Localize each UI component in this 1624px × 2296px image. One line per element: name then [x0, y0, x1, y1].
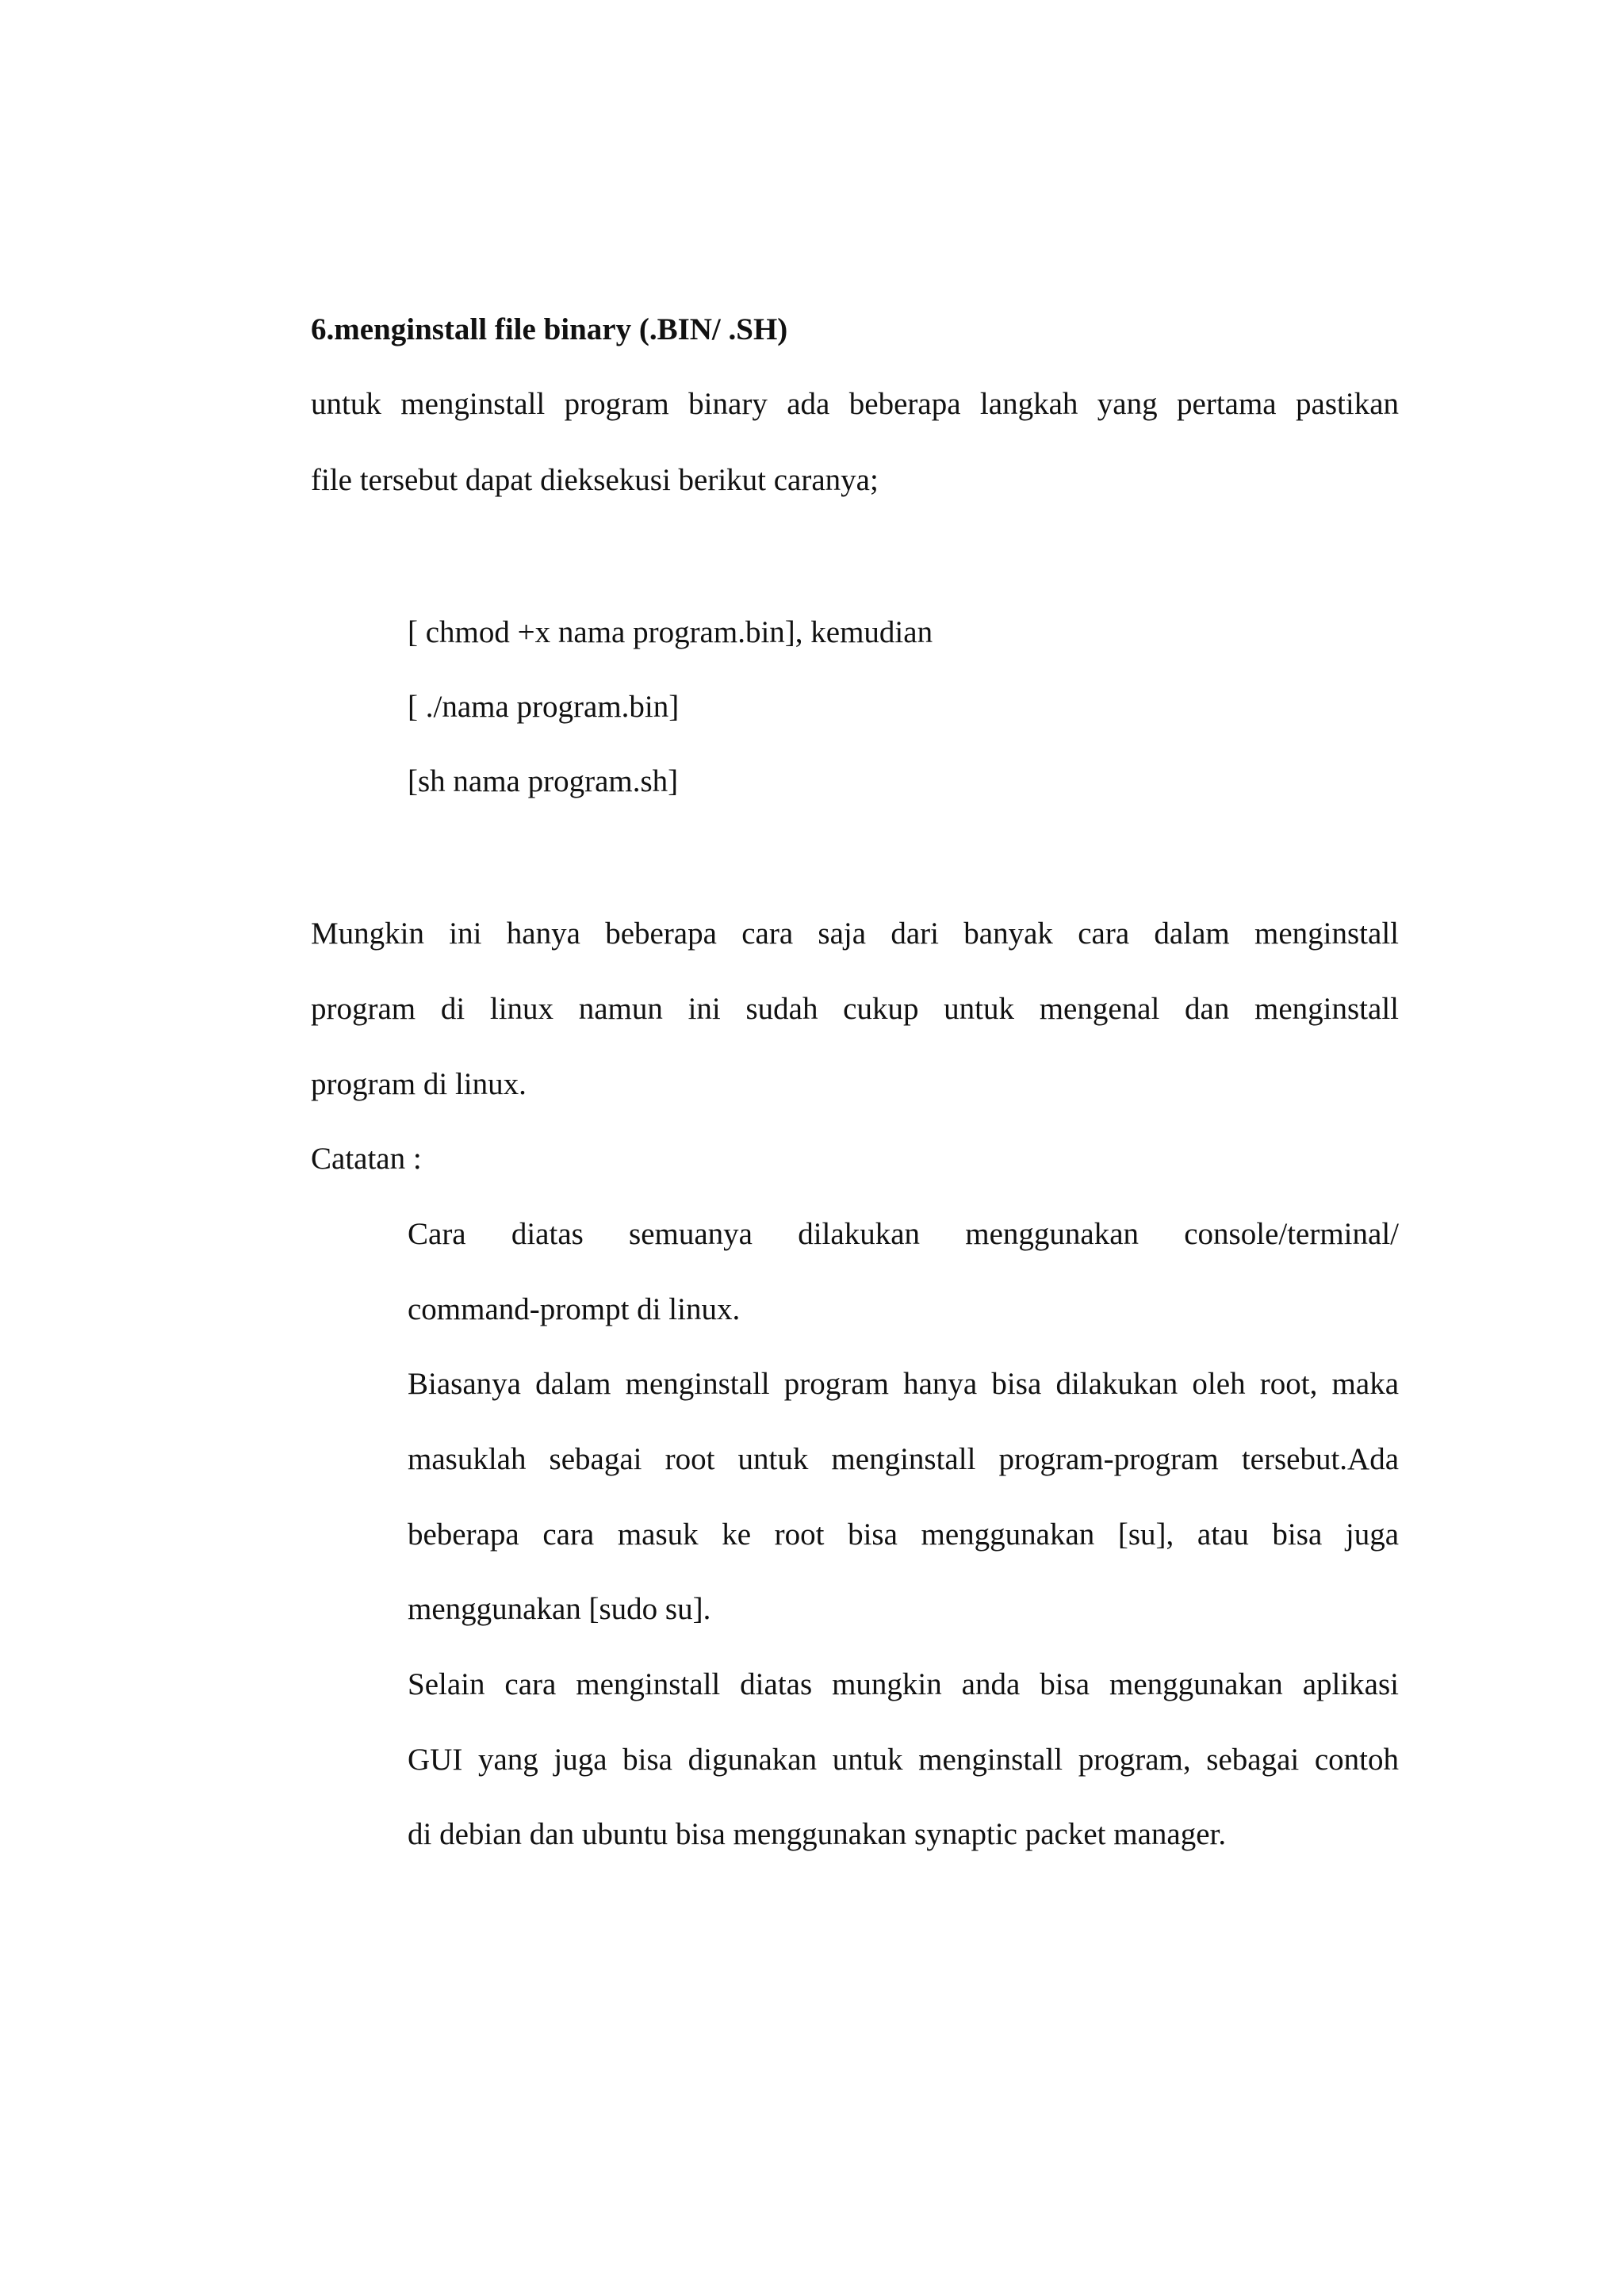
summary-line-1: Mungkin ini hanya beberapa cara saja dari banyak cara dalam menginstall	[311, 916, 1399, 951]
command-run-sh: [sh nama program.sh]	[408, 764, 679, 798]
note-line-6: menggunakan [sudo su].	[408, 1592, 711, 1626]
note-line-4: masuklah sebagai root untuk menginstall program-program tersebut.Ada	[408, 1442, 1399, 1476]
note-line-3: Biasanya dalam menginstall program hanya bisa dilakukan oleh root, maka	[408, 1367, 1399, 1401]
note-line-7: Selain cara menginstall diatas mungkin anda bisa menggunakan aplikasi	[408, 1667, 1399, 1701]
note-line-8: GUI yang juga bisa digunakan untuk menginstall program, sebagai contoh	[408, 1743, 1399, 1777]
note-line-1: Cara diatas semuanya dilakukan menggunakan console/terminal/	[408, 1217, 1399, 1251]
note-line-2: command-prompt di linux.	[408, 1292, 741, 1326]
summary-line-3: program di linux.	[311, 1067, 527, 1101]
summary-line-2: program di linux namun ini sudah cukup untuk mengenal dan menginstall	[311, 992, 1399, 1026]
command-run-bin: [ ./nama program.bin]	[408, 690, 680, 724]
command-chmod: [ chmod +x nama program.bin], kemudian	[408, 615, 933, 649]
intro-line-2: file tersebut dapat dieksekusi berikut caranya;	[311, 463, 879, 497]
intro-line-1: untuk menginstall program binary ada beberapa langkah yang pertama pastikan	[311, 387, 1399, 421]
note-line-5: beberapa cara masuk ke root bisa menggunakan [su], atau bisa juga	[408, 1517, 1399, 1552]
note-line-9: di debian dan ubuntu bisa menggunakan synaptic packet manager.	[408, 1817, 1227, 1851]
notes-label: Catatan :	[311, 1142, 422, 1176]
section-heading: 6.menginstall file binary (.BIN/ .SH)	[311, 312, 788, 346]
